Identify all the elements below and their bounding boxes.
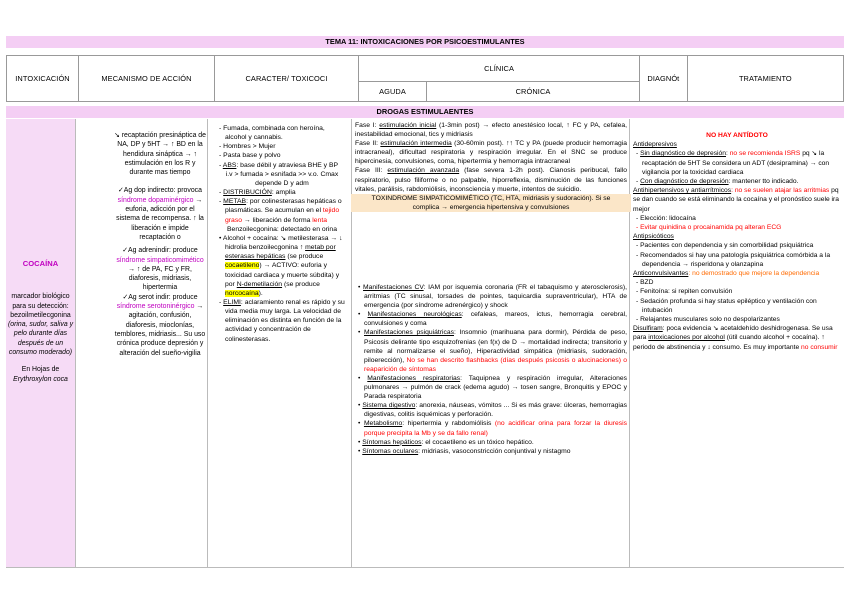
tratamiento-heading: NO HAY ANTÍDOTO (706, 132, 768, 139)
intox-marker-note: (orina, sudor, saliva y pelo durante días después de un consumo moderado) (7, 321, 74, 357)
mecanismo-p2: ✓Ag dop indirecto: provoca síndrome dopaminérgico → euforia, adicción por el sistema de recompensa. ↑ la liberación e impide recaptación o (116, 187, 204, 241)
tratamiento-ac3: - Sedación profunda si hay status epiléptico y ventilación con intubación (636, 297, 817, 314)
intox-cell (6, 119, 75, 567)
header-diagnostico: DIAGNÓt (640, 56, 688, 102)
tratamiento-p1: - Pacientes con dependencia y sin comorbilidad psiquiátrica (636, 242, 814, 250)
cronica-c6: • Metabolismo: hipertermia y rabdomiólisis (no acidificar orina para forzar la diuresis porque precipita la Mb y se da fallo renal) (358, 420, 627, 437)
caracter-l3: - Pasta base y polvo (219, 152, 281, 160)
mecanismo-p3: ✓Ag adrenindir: produce síndrome simpaticomimético → ↑ de PA, FC y FR, diaforesis, midriasis, hipertermia (116, 247, 204, 292)
divider (75, 119, 76, 567)
header-clinica: CLÍNICA (359, 56, 640, 82)
table-header (6, 55, 844, 102)
caracter-l9: • Alcohol + cocaína: ↘ metilesterasa → ↓ hidrolia benzoilecgonina ↑ metab por esterasas hepáticas (se produce cocaetileno) → ACTIVO: euforia y toxicidad cardiaca y muerte súbdita) y por N-demetilación (se produce norcocaína). (219, 234, 343, 297)
caracter-l4: - ABS: base débil y atraviesa BHE y BP (219, 161, 339, 169)
tratamiento-ac1: - BZD (636, 279, 654, 287)
tratamiento-ac2: - Fenitoína: si repiten convulsión (636, 288, 733, 296)
cronica-c4: • Manifestaciones respiratorias: Taquipnea y respiración irregular, Alteraciones pulmonares → pulmón de crack (edema agudo) → tosen sangre, Bronquitis y EPOC y Parada respiratoria (358, 374, 627, 401)
page-title: TEMA 11: INTOXICACIONES POR PSICOESTIMULANTES (6, 36, 844, 48)
cronica-c3: • Manifestaciones psiquiátricas: Insomnio (marihuana para dormir), Pérdida de peso, Psicosis delirante tipo esquizofrenias (en f(x) de D → mortalidad indirecta; transitorio y remite al normalizarse el sueño), Hiperactividad simpática (midriasis, sudoración, piloerección), No se han descrito flashbacks (días después psicosis o alucinaciones) o reaparición de síntomas (358, 329, 627, 373)
caracter-cell (216, 124, 348, 344)
intox-name: COCAÍNA (22, 259, 59, 268)
caracter-l8: Benzoilecgonina: detectado en orina (227, 225, 337, 233)
aguda-f3: Fase III: estimulación avanzada (fase severa 1-2h post). Cianosis peribucal, fallo respiratorio, pulso filiforme o no palpable, hiporreflexia, disminución de las funciones vitales, parálisis, rabdomiólisis, inconsciencia y muerte, intentos de suicidio. (355, 167, 627, 193)
cronica-cell (355, 283, 627, 456)
header-tratamiento: TRATAMIENTO (687, 56, 843, 102)
tratamiento-disulfiram: Disulfiram: poca evidencia ↘ acetaldehído deshidrogenasa. Se usa para intoxicaciones por alcohol (útil cuando alcohol + cocaína). ↑ periodo de abstinencia y ↓ consumo. Es muy importante no consumir (633, 325, 838, 351)
intox-marker: marcador biológico para su detección: bezoilmetilecgonina (10, 293, 71, 319)
mecanismo-p1: ↘ recaptación presináptica de NA, DP y 5HT → ↑ BD en la hendidura sináptica → ↑ estimulación en los R y durante mas tiempo (114, 132, 206, 177)
tratamiento-anticonv: Anticonvulsivantes: no demostrado que mejore la dependencia (633, 270, 820, 278)
cronica-c5: • Sistema digestivo: anorexia, náuseas, vómitos ... Si es más grave: úlceras, hemorragias digestivas, colitis isquémicas y perforación. (358, 402, 627, 419)
aguda-f1: Fase I: estimulación inicial (1-3min post) → efecto anestésico local, ↑ FC y PA, cefalea, inestabilidad emocional, tics y midriasis (355, 122, 627, 139)
divider (6, 567, 844, 568)
caracter-l5: i.v > fumada > esnifada >> v.o. Cmax depende D y adm (225, 170, 339, 187)
tratamiento-t1: - Sin diagnóstico de depresión: no se recomienda ISRS pq ↘ la recaptación de 5HT Se considera un ADT (desipramina) → con vigilancia por la toxicidad cardiaca (636, 150, 830, 176)
mecanismo-cell (114, 131, 206, 358)
caracter-l6: - DISTRIBUCIÓN: amplia (219, 189, 296, 197)
tratamiento-cell (633, 131, 841, 352)
divider (207, 119, 208, 567)
tratamiento-antihip: Antihipertensivos y antiarrítmicos: no se suelen atajar las arritmias pq se dan cuando se está eliminando la cocaína y el pronóstico suele ira mejor (633, 187, 839, 213)
header-caracter: CARACTER/ TOXICOCI (214, 56, 358, 102)
cronica-c7: • Síntomas hepáticos: el cocaetileno es un tóxico hepático. (358, 438, 534, 446)
mecanismo-p4: ✓Ag serot indir: produce síndrome serotoninérgico → agitación, confusión, diaforesis, mioclonías, temblores, midriasis... Su uso crónica produce depresión y alteración del sueño-vigilia (114, 293, 206, 357)
tratamiento-antipsic: Antipsicóticos (633, 233, 674, 241)
cronica-c2: • Manifestaciones neurológicas: cefaleas, mareos, ictus, hemorragia cerebral, convulsiones y coma (358, 311, 627, 328)
header-intoxicacion: INTOXICACIÓN (7, 56, 79, 102)
caracter-l7: - METAB: por colinesterasas hepáticas o plasmáticas. Se acumulan en el tejido graso → liberación de forma lenta (219, 198, 342, 224)
tratamiento-p2: - Recomendados si hay una patología psiquiátrica comórbida a la dependencia → risperidona y olanzapina (636, 251, 831, 268)
cronica-c1: • Manifestaciones CV: IAM por isquemia coronaria (FR el tabaquismo y aterosclerosis), arritmias (TC sinusal, torsades de pointes, taquicardia supraventricular), HTA de emergencia (por síndrome adrenérgico) y shock (358, 284, 627, 310)
header-mecanismo: MECANISMO DE ACCIÓN (79, 56, 215, 102)
tratamiento-t2: - Con diagnóstico de depresión: mantener tto indicado. (636, 178, 799, 186)
aguda-cell (355, 121, 627, 212)
tratamiento-ac4: - Relajantes musculares solo no despolarizantes (636, 316, 780, 324)
tratamiento-a1: - Elección: lidocaína (636, 214, 696, 222)
aguda-f2: Fase II: estimulación intermedia (30-60min post). ↑↑ TC y PA (puede producir hemorragia intracraneal), dificultad respiratoria y respiración irregular. En el SNC se produce hipercinesia, convulsiones, coma, hipertermia y hemorragia intracraneal (355, 140, 628, 166)
caracter-l1: - Fumada, combinada con heroína, alcohol y cannabis. (219, 125, 325, 142)
header-aguda: AGUDA (359, 82, 427, 102)
section-title: DROGAS ESTIMULAENTES (6, 106, 844, 118)
header-cronica: CRÓNICA (427, 82, 640, 102)
divider (351, 119, 352, 567)
divider (629, 119, 630, 567)
caracter-l10: - ELIMI: aclaramiento renal es rápido y su vida media muy larga. La velocidad de eliminación es distinta en función de la actividad y concentración de colinesterasas. (219, 298, 345, 343)
tratamiento-antidep: Antidepresivos (633, 141, 677, 149)
tratamiento-a2: - Evitar quinidina o procainamida pq alteran ECG (636, 224, 782, 232)
cronica-c8: • Síntomas oculares: midriasis, vasoconstricción conjuntival y nistagmo (358, 447, 571, 455)
caracter-l2: - Hombres > Mujer (219, 143, 276, 151)
aguda-toxindrome: TOXINDROME SIMPATICOMIMÉTICO (TC, HTA, midriasis y sudoración). Si se complica → emergencia hipertensiva y convulsiones (351, 194, 631, 212)
intox-source: En Hojas de Erythroxylon coca (13, 366, 68, 383)
